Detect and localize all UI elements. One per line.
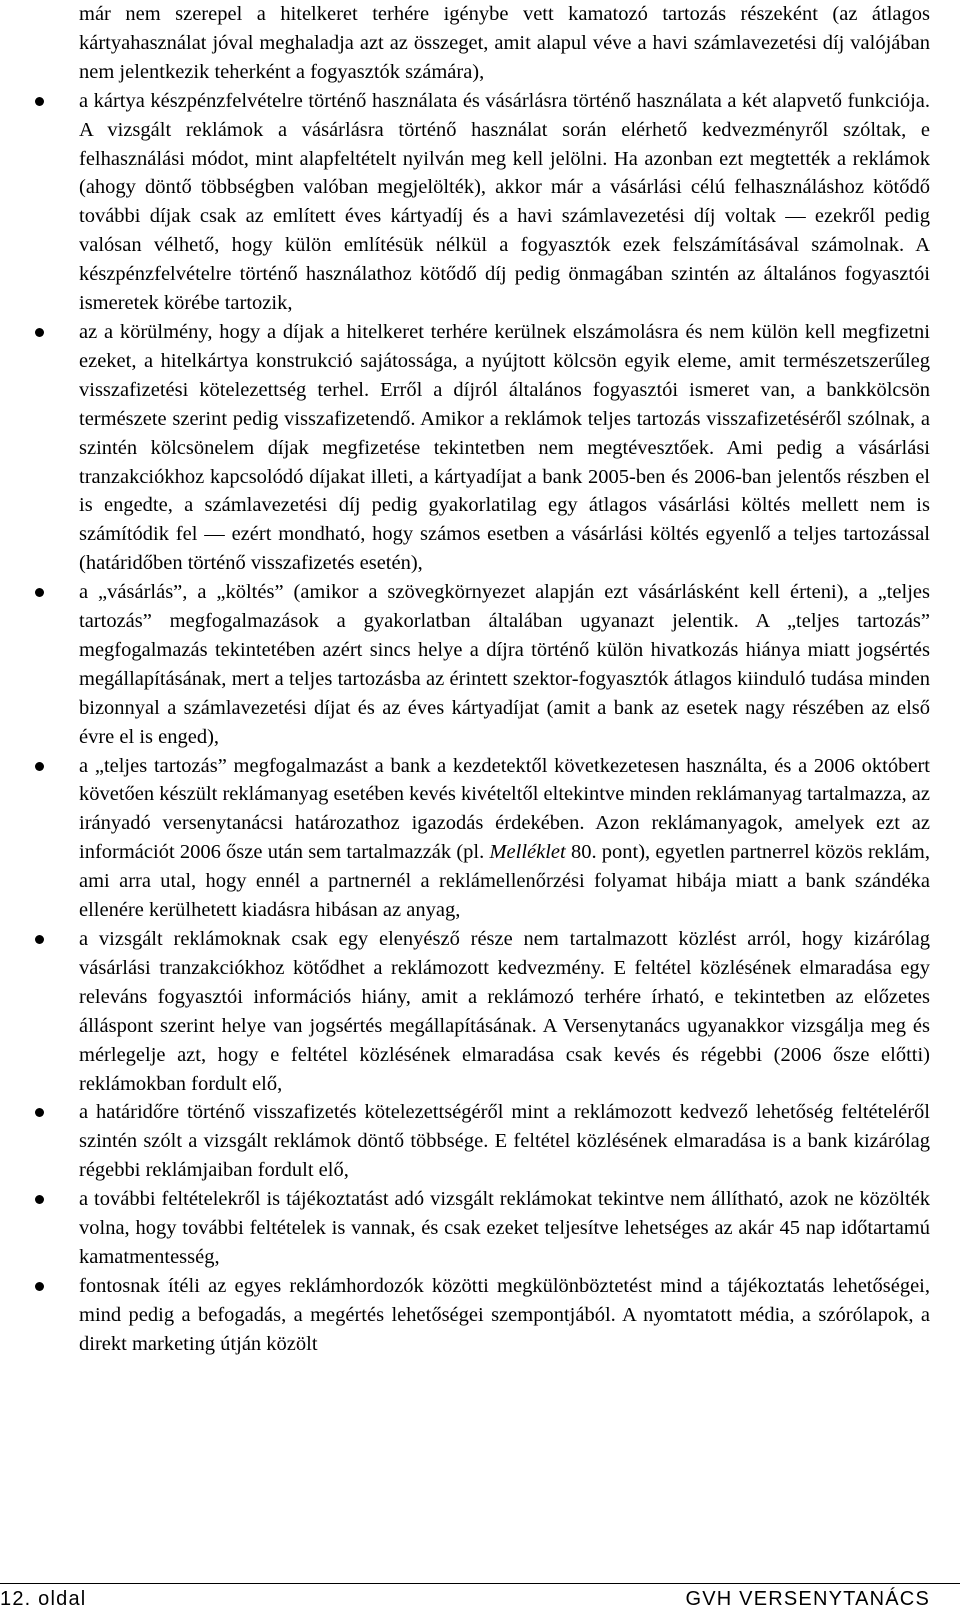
paragraph-text: már nem szerepel a hitelkeret terhére igénybe vett kamatozó tartozás részeként (az átlagos kártyahasználat jóval meghaladja azt az összeget, amit alapul véve a havi számlavezetési díj valójában nem jelentkezik teherként a fogyasztók számára), bbox=[79, 3, 930, 83]
bullet-item-italic-text: Melléklet bbox=[489, 841, 566, 864]
bullet-item bbox=[30, 578, 930, 751]
bullet-dot-icon bbox=[35, 762, 44, 771]
bullet-item-text: a „teljes tartozás” megfogalmazást a bank a kezdetektől következetesen használta, és a 2006 októbert követően készült reklámanyag esetében kevés kivételtől eltekintve minden reklámanyag tartalmazza, az irányadó versenytanácsi határozathoz igazodás érdekében. Azon reklámanyagok, amelyek ezt az információt 2006 ősze után sem tartalmazzák (pl. bbox=[79, 754, 930, 864]
paragraph-continuation bbox=[30, 0, 930, 87]
footer-organization: GVH VERSENYTANÁCS bbox=[685, 1588, 930, 1610]
bullet-dot-icon bbox=[35, 588, 44, 597]
bullet-dot-icon bbox=[35, 1282, 44, 1291]
bullet-item bbox=[30, 752, 930, 925]
document-body bbox=[30, 0, 930, 1359]
bullet-item bbox=[30, 925, 930, 1098]
bullet-item-text: a kártya készpénzfelvételre történő használata és vásárlásra történő használata a két alapvető funkciója. A vizsgált reklámok a vásárlásra történő használat során elérhető kedvezményről szóltak, e felhasználási módot, mint alapfeltételt nyilván meg kell jelölni. Ha azonban ezt megtették a reklámok (ahogy döntő többségben valóban megjelölték), akkor már a vásárlási célú felhasználáshoz kötődő további díjak csak az említett éves kártyadíj és a havi számlavezetési díj voltak — ezekről pedig valósan vélhető, hogy külön említésük nélkül a fogyasztók ezek felszámításával számolnak. A készpénzfelvételre történő használathoz kötődő díj pedig önmagában szintén az általános fogyasztói ismeretek körébe tartozik, bbox=[79, 89, 930, 315]
footer-divider bbox=[0, 1583, 960, 1584]
bullet-item bbox=[30, 1185, 930, 1272]
bullet-item bbox=[30, 318, 930, 578]
bullet-item bbox=[30, 87, 930, 318]
bullet-dot-icon bbox=[35, 328, 44, 337]
page-footer bbox=[0, 1586, 930, 1613]
bullet-item bbox=[30, 1098, 930, 1185]
bullet-dot-icon bbox=[35, 1195, 44, 1204]
bullet-item-text: fontosnak ítéli az egyes reklámhordozók közötti megkülönböztetést mind a tájékoztatás lehetőségei, mind pedig a befogadás, a megértés lehetőségei szempontjából. A nyomtatott média, a szórólapok, a direkt marketing útján közölt bbox=[79, 1274, 930, 1355]
bullet-item-text: a határidőre történő visszafizetés kötelezettségéről mint a reklámozott kedvező lehetőség feltételéről szintén szólt a vizsgált reklámok döntő többsége. E feltétel közlésének elmaradása is a bank kizárólag régebbi reklámjaiban fordult elő, bbox=[79, 1101, 930, 1182]
page-number: 12. oldal bbox=[0, 1588, 87, 1610]
bullet-item-text: az a körülmény, hogy a díjak a hitelkeret terhére kerülnek elszámolásra és nem külön kell megfizetni ezeket, a hitelkártya konstrukció sajátossága, a nyújtott kölcsön egyik eleme, amit természetszerűleg visszafizetési kötelezettség terhel. Erről a díjról általános fogyasztói ismeret van, a bankkölcsön természete szerint pedig visszafizetendő. Amikor a reklámok teljes tartozás visszafizetéséről szólnak, a szintén kölcsönelem díjak megfizetése tekintetben nem megtévesztőek. Ami pedig a vásárlási tranzakciókhoz kapcsolódó díjakat illeti, a kártyadíjat a bank 2005-ben és 2006-ban jelentős részben el is engedte, a számlavezetési díj pedig gyakorlatilag egy átlagos vásárlási költés mellett nem is számítódik fel — ezért mondható, hogy számos esetben a vásárlási költés egyenlő a teljes tartozással (határidőben történő visszafizetés esetén), bbox=[79, 320, 930, 575]
bullet-item-text-after: 80. pont), egyetlen partnerrel közös reklám, ami arra utal, hogy ennél a partnernél a reklámellenőrzési folyamat hibája miatt a bank szándéka ellenére kerülhetett kiadásra hibásan az anyag, bbox=[79, 841, 930, 922]
bullet-dot-icon bbox=[35, 1108, 44, 1117]
bullet-item-text: a vizsgált reklámoknak csak egy elenyésző része nem tartalmazott közlést arról, hogy kizárólag vásárlási tranzakciókhoz kötődhet a reklámozott kedvezmény. E feltétel közlésének elmaradása egy releváns fogyasztói információs hiány, amit a reklámozó terhére írható, e tekintetben az előzetes álláspont szerint helye van jogsértés megállapításának. A Versenytanács ugyanakkor vizsgálja meg és mérlegelje azt, hogy e feltétel közlésének elmaradása csak kevés és régebbi (2006 ősze előtti) reklámokban fordult elő, bbox=[79, 928, 930, 1095]
bullet-dot-icon bbox=[35, 97, 44, 106]
bullet-item-text: a „vásárlás”, a „költés” (amikor a szövegkörnyezet alapján ezt vásárlásként kell érteni), a „teljes tartozás” megfogalmazások a gyakorlatban általában ugyanazt jelentik. A „teljes tartozás” megfogalmazás tekintetében azért sincs helye a díjra történő külön hivatkozás hiánya miatt jogsértés megállapításának, mert a teljes tartozásba az érintett szektor-fogyasztók átlagos kiinduló tudása minden bizonnyal a számlavezetési díjat és az éves kártyadíjat (amit a bank az esetek nagy részében az első évre el is enged), bbox=[79, 581, 930, 748]
bullet-dot-icon bbox=[35, 935, 44, 944]
bullet-item-text: a további feltételekről is tájékoztatást adó vizsgált reklámokat tekintve nem állítható, azok ne közölték volna, hogy további feltételek is vannak, és csak ezeket teljesítve lehetséges az akár 45 nap időtartamú kamatmentesség, bbox=[79, 1188, 930, 1268]
bullet-item bbox=[30, 1272, 930, 1359]
